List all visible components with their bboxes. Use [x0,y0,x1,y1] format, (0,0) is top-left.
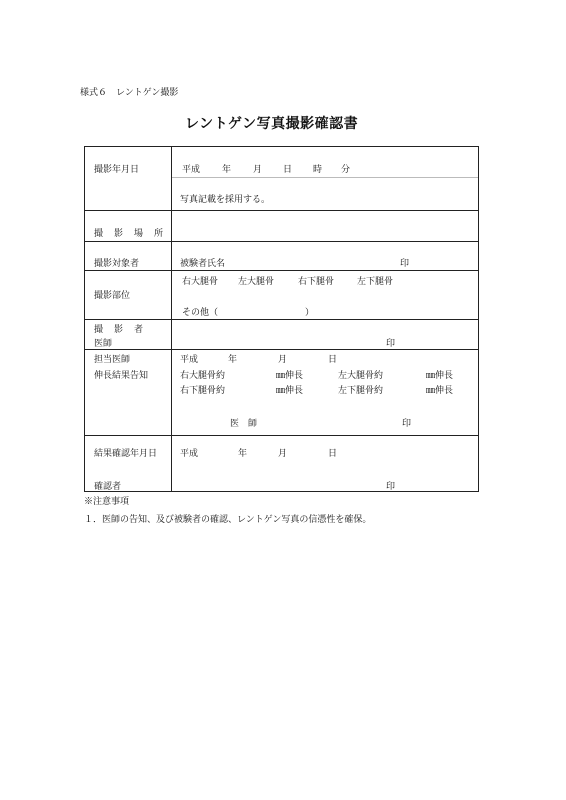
part-option: 左大腿骨 [238,277,275,287]
date-minute: 分 [341,165,351,175]
doctor-year: 年 [228,355,238,365]
part-option: 右大腿骨 [182,277,219,287]
confirm-year: 年 [238,449,248,459]
label-result-notice: 伸長結果告知 [94,371,149,381]
result-left-femur: 左大腿骨約 [338,371,384,381]
date-note: 写真記載を採用する。 [180,195,271,205]
date-day: 日 [283,165,293,175]
result-left-tibia: 左下腿骨約 [338,386,384,396]
doctor-month: 月 [278,355,288,365]
notes-item: １．医師の告知、及び被験者の確認、レントゲン写真の信憑性を確保。 [84,515,372,525]
notes-heading: ※注意事項 [84,497,130,507]
result-unit: ㎜伸長 [276,371,304,381]
result-unit: ㎜伸長 [426,386,454,396]
label-place: 撮 影 場 所 [94,229,165,239]
doctor-day: 日 [328,355,338,365]
label-confirmer: 確認者 [94,482,122,492]
date-era: 平成 [182,165,201,175]
date-year: 年 [222,165,232,175]
part-option: 左下腿骨 [357,277,394,287]
confirm-seal: 印 [386,482,396,492]
page-title: レントゲン写真撮影確認書 [185,116,359,132]
result-right-tibia: 右下腿骨約 [180,386,226,396]
part-other-close: ） [305,308,315,318]
result-right-femur: 右大腿骨約 [180,371,226,381]
date-month: 月 [253,165,263,175]
label-confirm-date: 結果確認年月日 [94,449,158,459]
label-part: 撮影部位 [94,291,131,301]
doctor-seal: 印 [402,419,412,429]
result-unit: ㎜伸長 [276,386,304,396]
part-option: 右下腿骨 [298,277,335,287]
label-doctor: 担当医師 [94,355,131,365]
date-hour: 時 [313,165,323,175]
label-photographer: 撮 影 者 [94,325,145,335]
label-photographer-doctor: 医師 [94,339,113,349]
result-unit: ㎜伸長 [426,371,454,381]
subject-name-label: 被験者氏名 [180,259,226,269]
doctor-era: 平成 [180,355,199,365]
label-date: 撮影年月日 [94,165,140,175]
confirm-day: 日 [328,449,338,459]
subject-seal: 印 [400,259,410,269]
confirm-era: 平成 [180,449,199,459]
label-subject: 撮影対象者 [94,259,140,269]
form-code: 様式６ レントゲン撮影 [80,88,179,98]
part-other-label: その他（ [182,308,219,318]
photographer-seal: 印 [386,339,396,349]
doctor-sign-label: 医 師 [230,419,258,429]
confirm-month: 月 [278,449,288,459]
